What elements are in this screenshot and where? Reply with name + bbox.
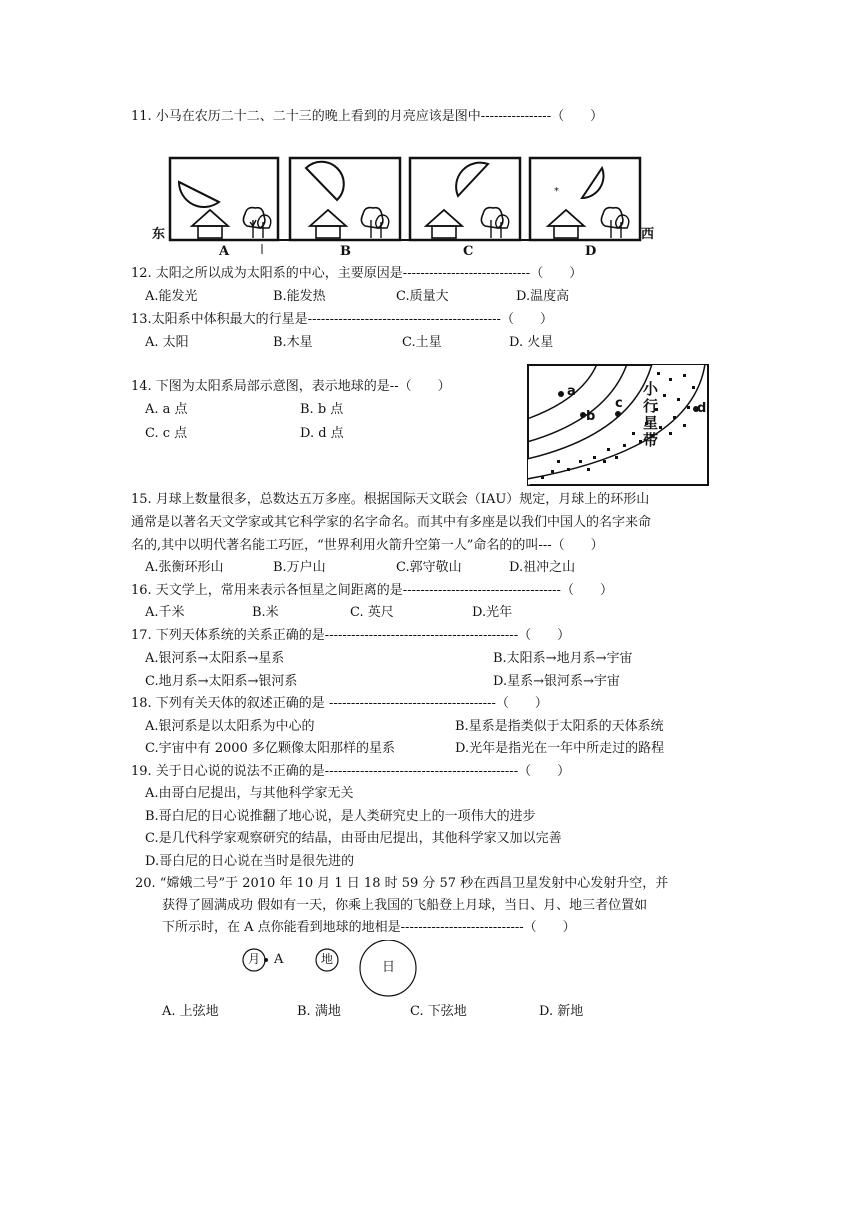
q15-line-3: 名的,其中以明代著名能工巧匠，“世界利用火箭升空第一人”命名的的叫---（ ）	[131, 538, 604, 553]
q20-option-b: B. 满地	[297, 1004, 341, 1019]
q18-option-a: A.银河系是以太阳系为中心的	[145, 719, 315, 734]
q14-belt-label-3: 星	[643, 414, 659, 432]
q15-option-c: C.郭守敬山	[396, 560, 462, 575]
q12-option-b: B.能发热	[273, 289, 326, 304]
q17-text: 17. 下列天体系统的关系正确的是--------------------------------------------（ ）	[131, 628, 571, 643]
q20-line-1: 20. “嫦娥二号”于 2010 年 10 月 1 日 18 时 59 分 57 秒在西昌卫星发射中心发射升空，并	[135, 876, 669, 891]
q20-point-a-label: A	[274, 952, 284, 967]
q14-option-a: A. a 点	[145, 402, 188, 417]
q20-sun-moon-earth-diagram	[236, 940, 436, 1000]
q16-option-d: D.光年	[472, 605, 513, 620]
q14-belt-label-4: 带	[643, 431, 659, 449]
q17-option-d: D.星系→银河系→宇宙	[493, 674, 620, 689]
q20-earth-label: 地	[321, 952, 334, 966]
q14-option-c: C. c 点	[145, 426, 188, 441]
svg-text:*: *	[554, 186, 559, 197]
q20-line-2: 获得了圆满成功 假如有一天，你乘上我国的飞船登上月球，当日、月、地三者位置如	[162, 898, 648, 913]
q20-option-d: D. 新地	[539, 1004, 584, 1019]
q20-line-3: 下所示时，在 A 点你能看到地球的地相是----------------------------（ ）	[162, 920, 576, 935]
q12-text: 12. 太阳之所以成为太阳系的中心，主要原因是-----------------------------（ ）	[131, 266, 583, 281]
q19-option-a: A.由哥白尼提出，与其他科学家无关	[145, 786, 354, 801]
q14-option-d: D. d 点	[300, 426, 344, 441]
q14-text: 14. 下图为太阳系局部示意图，表示地球的是--（ ）	[131, 379, 451, 394]
q13-option-d: D. 火星	[509, 335, 554, 350]
q19-option-b: B.哥白尼的日心说推翻了地心说，是人类研究史上的一项伟大的进步	[145, 809, 536, 824]
q13-option-a: A. 太阳	[145, 335, 189, 350]
q11-label-c: C	[463, 244, 474, 259]
q20-option-a: A. 上弦地	[162, 1004, 219, 1019]
q16-option-a: A.千米	[145, 605, 185, 620]
q11-label-a: A	[219, 244, 230, 259]
q11-east-label: 东	[152, 227, 166, 242]
q17-option-b: B.太阳系→地月系→宇宙	[493, 651, 633, 666]
q19-option-d: D.哥白尼的日心说在当时是很先进的	[145, 854, 355, 869]
q17-option-c: C.地月系→太阳系→银河系	[145, 674, 298, 689]
q14-option-b: B. b 点	[300, 402, 344, 417]
q14-belt-label-2: 行	[643, 397, 659, 415]
q17-option-a: A.银河系→太阳系→星系	[145, 651, 285, 666]
q15-line-1: 15. 月球上数量很多，总数达五万多座。根据国际天文联会（IAU）规定，月球上的环形山	[131, 492, 650, 507]
q15-line-2: 通常是以著名天文学家或其它科学家的名字命名。而其中有多座是以我们中国人的名字来命	[131, 515, 652, 530]
q12-option-c: C.质量大	[396, 289, 449, 304]
q14-point-d: d	[697, 401, 707, 416]
q13-text: 13.太阳系中体积最大的行星是--------------------------------------------（ ）	[131, 312, 553, 327]
q14-solar-system-diagram	[527, 364, 709, 486]
q13-option-b: B.木星	[273, 335, 313, 350]
q16-option-b: B.米	[252, 605, 279, 620]
q14-point-b: b	[586, 409, 596, 424]
q14-point-c: c	[615, 396, 623, 411]
q16-text: 16. 天文学上，常用来表示各恒星之间距离的是------------------------------------（ ）	[131, 583, 613, 598]
q18-text: 18. 下列有关天体的叙述正确的是 --------------------------------------（ ）	[131, 696, 548, 711]
q18-option-d: D.光年是指光在一年中所走过的路程	[455, 741, 665, 756]
q18-option-c: C.宇宙中有 2000 多亿颗像太阳那样的星系	[145, 741, 395, 756]
q18-option-b: B.星系是指类似于太阳系的天体系统	[455, 719, 664, 734]
q15-option-d: D.祖冲之山	[509, 560, 576, 575]
q20-moon-label: 月	[248, 952, 261, 966]
q20-option-c: C. 下弦地	[410, 1004, 467, 1019]
q19-text: 19. 关于日心说的说法不正确的是--------------------------------------------（ ）	[131, 764, 571, 779]
q14-point-a: a	[567, 384, 576, 399]
q12-option-d: D.温度高	[516, 289, 570, 304]
q12-option-a: A.能发光	[145, 289, 198, 304]
q19-option-c: C.是几代科学家观察研究的结晶，由哥由尼提出，其他科学家又加以完善	[145, 831, 562, 846]
q11-label-b: B	[340, 244, 351, 259]
q15-option-b: B.万户山	[273, 560, 326, 575]
q11-west-label: 西	[641, 227, 655, 242]
q14-belt-label-1: 小	[643, 380, 659, 398]
q11-text: 11. 小马在农历二十二、二十三的晚上看到的月亮应该是图中----------------（ ）	[131, 109, 604, 124]
q13-option-c: C.土星	[402, 335, 442, 350]
q20-sun-label: 日	[382, 960, 396, 975]
q11-label-d: D	[585, 244, 597, 259]
q16-option-c: C. 英尺	[350, 605, 394, 620]
q15-option-a: A.张衡环形山	[145, 560, 224, 575]
